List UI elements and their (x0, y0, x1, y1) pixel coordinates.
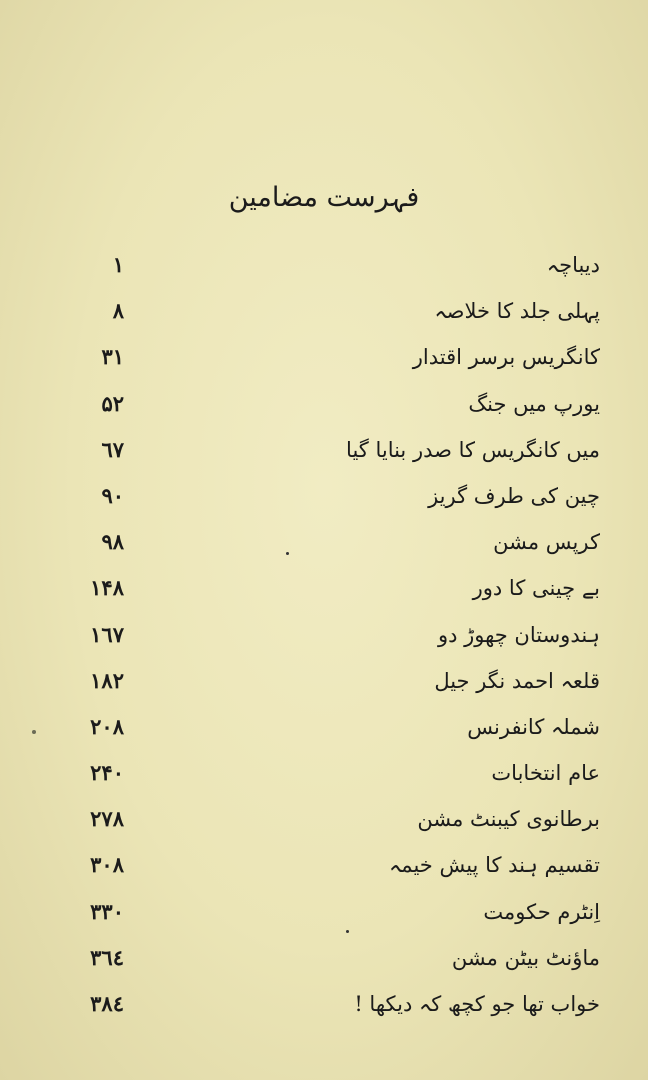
toc-entry-page: ۱۴۸ (90, 575, 124, 601)
toc-entry (60, 710, 600, 756)
toc-entry-page: ۸ (112, 298, 124, 324)
toc-entry (60, 525, 600, 571)
toc-entry (60, 664, 600, 710)
toc-entry-page: ٦٧ (101, 436, 124, 462)
toc-entry-title: میں کانگریس کا صدر بنایا گیا (346, 437, 600, 462)
toc-entry (60, 848, 600, 894)
paper-speck (286, 552, 289, 555)
toc-entry-page: ۱ (112, 252, 124, 277)
toc-entry (60, 294, 600, 340)
toc-entry (60, 571, 600, 617)
toc-entry-title: کرپس مشن (493, 530, 600, 555)
toc-entry-page: ۵۲ (101, 390, 124, 416)
toc-entry (60, 479, 600, 525)
toc-entry-title: خواب تھا جو کچھ کہ دیکھا ! (354, 992, 600, 1016)
toc-entry-page: ۳۰۸ (90, 852, 124, 878)
toc-entry (60, 987, 600, 1033)
toc-entry-page: ۳٦٤ (90, 944, 124, 970)
toc-entry-page: ۹۰ (101, 482, 124, 508)
toc-entry-page: ۲۷۸ (90, 806, 124, 832)
toc-entry-title: ہندوستان چھوڑ دو (437, 622, 600, 647)
toc-entry (60, 802, 600, 848)
toc-entry-title: برطانوی کیبنٹ مشن (417, 807, 600, 832)
toc-entry-title: چین کی طرف گریز (428, 483, 600, 508)
toc-entry-page: ۲۴۰ (90, 760, 124, 786)
toc-entry (60, 433, 600, 479)
toc-entry-page: ۲۰۸ (90, 713, 124, 739)
toc-entry-title: یورپ میں جنگ (468, 391, 600, 416)
toc-entry-title: تقسیم ہند کا پیش خیمہ (389, 853, 600, 878)
toc-entry-title: اِنٹرم حکومت (483, 899, 600, 924)
toc-entry (60, 941, 600, 987)
toc-entry-title: ماؤنٹ بیٹن مشن (451, 945, 600, 970)
toc-entry-title: دیباچہ (546, 253, 600, 277)
toc-entry (60, 248, 600, 294)
toc-entry-title: شملہ کانفرنس (467, 714, 600, 739)
toc-entry (60, 618, 600, 664)
toc-entry (60, 756, 600, 802)
toc-entry-page: ۳۸٤ (90, 991, 124, 1016)
paper-speck (32, 730, 36, 734)
toc-entry-page: ۱٦۷ (90, 621, 124, 647)
toc-entry-title: عام انتخابات (491, 761, 600, 786)
toc-entry-title: بے چینی کا دور (472, 576, 600, 601)
toc-entry-page: ۱۸۲ (90, 667, 124, 693)
toc-entry (60, 895, 600, 941)
paper-speck (346, 930, 349, 933)
page-title: فہرست مضامین (228, 182, 420, 213)
toc-entry-page: ۳۳۰ (90, 898, 124, 924)
toc-entry-page: ۳۱ (101, 344, 124, 370)
toc-entry (60, 387, 600, 433)
toc-entry-page: ۹۸ (101, 529, 124, 555)
toc-entry-title: قلعہ احمد نگر جیل (434, 668, 600, 693)
table-of-contents (60, 248, 600, 1033)
toc-entry (60, 340, 600, 386)
toc-entry-title: پہلی جلد کا خلاصہ (434, 299, 600, 324)
toc-entry-title: کانگریس برسر اقتدار (412, 345, 600, 370)
